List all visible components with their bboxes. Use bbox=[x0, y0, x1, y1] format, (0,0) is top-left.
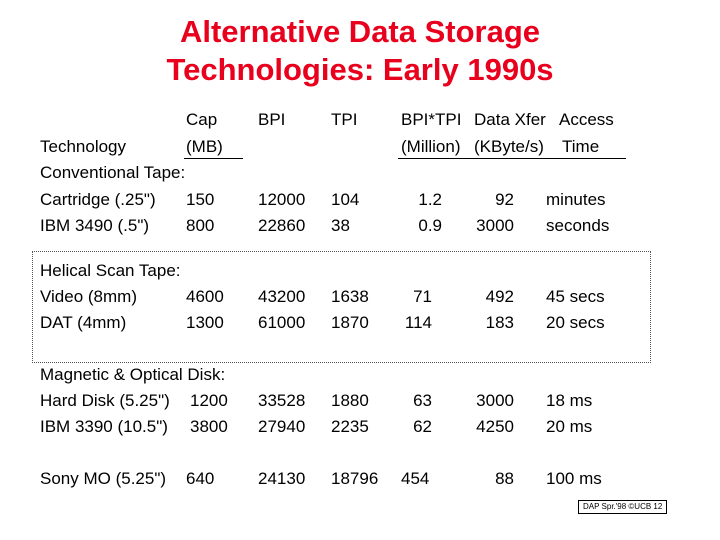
header-bpitpi-unit: (Million) bbox=[401, 137, 461, 156]
cell-xfer: 183 bbox=[485, 313, 514, 332]
cell-technology: Video (8mm) bbox=[40, 287, 137, 306]
header-cap: Cap bbox=[186, 110, 218, 129]
cell-bpi: 22860 bbox=[258, 216, 306, 235]
header-underline-cap bbox=[184, 158, 243, 159]
cell-bpitpi: 71 bbox=[413, 287, 432, 306]
header-xfer: Data Xfer bbox=[474, 110, 546, 129]
header-bpitpi: BPI*TPI bbox=[401, 110, 462, 129]
cell-technology: Sony MO (5.25") bbox=[40, 469, 167, 488]
cell-access: 45 secs bbox=[546, 287, 605, 306]
footer-label: DAP Spr.'98 ©UCB 12 bbox=[578, 500, 667, 514]
cell-bpi: 27940 bbox=[258, 417, 306, 436]
slide-title-line2: Technologies: Early 1990s bbox=[166, 52, 554, 87]
cell-tpi: 18796 bbox=[331, 469, 379, 488]
cell-cap: 800 bbox=[186, 216, 215, 235]
cell-xfer: 88 bbox=[495, 469, 514, 488]
header-technology: Technology bbox=[40, 137, 127, 156]
cell-bpitpi: 63 bbox=[413, 391, 432, 410]
header-tpi: TPI bbox=[331, 110, 358, 129]
cell-cap: 1200 bbox=[190, 391, 228, 410]
header-access-unit: Time bbox=[562, 137, 600, 156]
cell-technology: Cartridge (.25") bbox=[40, 190, 156, 209]
cell-access: 20 ms bbox=[546, 417, 593, 436]
cell-bpitpi: 454 bbox=[401, 469, 430, 488]
cell-cap: 4600 bbox=[186, 287, 224, 306]
cell-cap: 1300 bbox=[186, 313, 224, 332]
cell-technology: DAT (4mm) bbox=[40, 313, 127, 332]
cell-xfer: 4250 bbox=[476, 417, 514, 436]
cell-bpi: 24130 bbox=[258, 469, 306, 488]
cell-bpitpi: 1.2 bbox=[418, 190, 442, 209]
cell-xfer: 492 bbox=[485, 287, 514, 306]
header-cap-unit: (MB) bbox=[186, 137, 223, 156]
cell-cap: 3800 bbox=[190, 417, 228, 436]
cell-xfer: 3000 bbox=[476, 391, 514, 410]
cell-tpi: 2235 bbox=[331, 417, 369, 436]
cell-technology: Hard Disk (5.25") bbox=[40, 391, 170, 410]
cell-bpi: 12000 bbox=[258, 190, 306, 209]
cell-tpi: 104 bbox=[331, 190, 360, 209]
group-label: Helical Scan Tape: bbox=[40, 261, 181, 280]
cell-bpitpi: 62 bbox=[413, 417, 432, 436]
header-underline-right bbox=[398, 158, 626, 159]
cell-bpitpi: 0.9 bbox=[418, 216, 442, 235]
group-label: Magnetic & Optical Disk: bbox=[40, 365, 226, 384]
cell-bpitpi: 114 bbox=[404, 313, 432, 332]
cell-access: seconds bbox=[546, 216, 610, 235]
cell-access: minutes bbox=[546, 190, 606, 209]
cell-tpi: 1638 bbox=[331, 287, 369, 306]
cell-tpi: 1870 bbox=[331, 313, 369, 332]
cell-tpi: 38 bbox=[331, 216, 350, 235]
cell-technology: IBM 3490 (.5") bbox=[40, 216, 150, 235]
header-xfer-unit: (KByte/s) bbox=[474, 137, 544, 156]
cell-technology: IBM 3390 (10.5") bbox=[40, 417, 168, 436]
cell-cap: 640 bbox=[186, 469, 215, 488]
cell-bpi: 61000 bbox=[258, 313, 306, 332]
cell-tpi: 1880 bbox=[331, 391, 369, 410]
group-label: Conventional Tape: bbox=[40, 163, 186, 182]
header-bpi: BPI bbox=[258, 110, 286, 129]
cell-xfer: 92 bbox=[495, 190, 514, 209]
cell-access: 18 ms bbox=[546, 391, 593, 410]
cell-cap: 150 bbox=[186, 190, 215, 209]
header-access: Access bbox=[559, 110, 614, 129]
cell-bpi: 33528 bbox=[258, 391, 306, 410]
cell-bpi: 43200 bbox=[258, 287, 306, 306]
cell-access: 100 ms bbox=[546, 469, 602, 488]
cell-access: 20 secs bbox=[546, 313, 605, 332]
slide-title-line1: Alternative Data Storage bbox=[179, 14, 541, 49]
cell-xfer: 3000 bbox=[476, 216, 514, 235]
